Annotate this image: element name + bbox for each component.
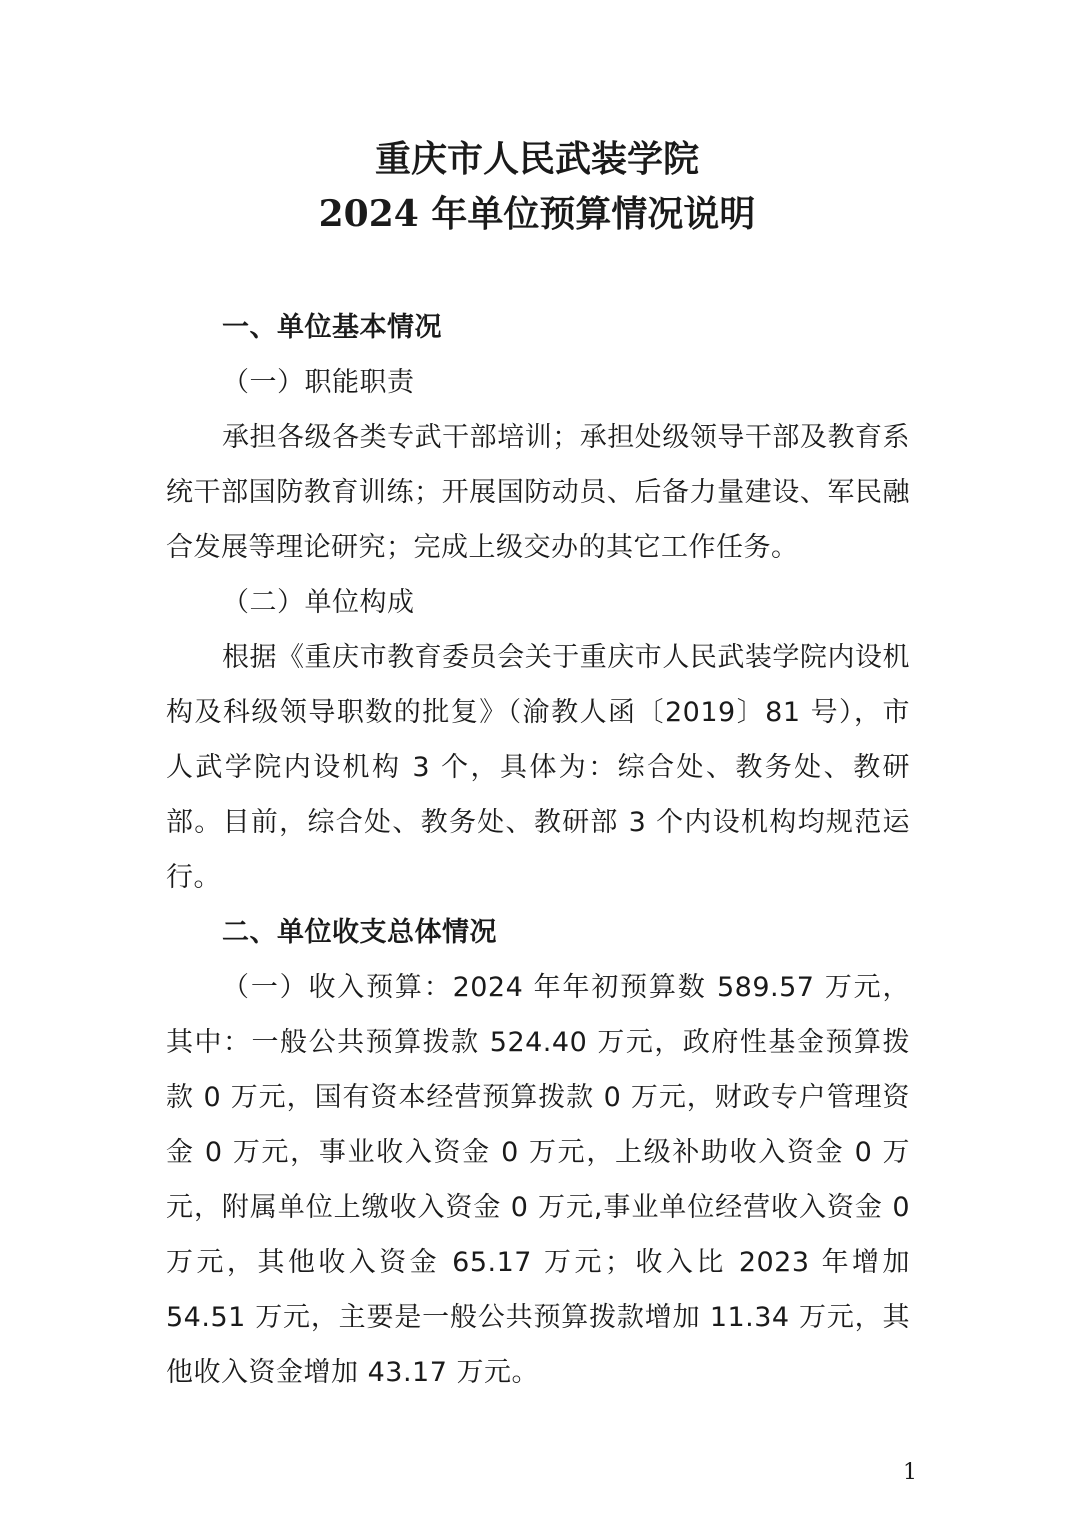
income-lead: （一）收入预算： <box>222 972 453 1003</box>
income-text: 2024 年年初预算数 589.57 万元，其中：一般公共预算拨款 524.40 万元，政府性基金预算拨款 0 万元，国有资本经营预算拨款 0 万元，财政专户管理资金 0 万元，事业收入资金 0 万元，上级补助收入资金 0 万元，附属单位上缴收入资金 0 万元,事业单位经营收入资金 0 万元，其他收入资金 65.17 万元；收入比 2023 年增加 54.51 万元，主要是一般公共预算拨款增加 11.34 万元，其他收入资金增加 43.17 万元。 <box>166 972 911 1388</box>
section1-sub1-heading: （一）职能职责 <box>222 367 415 398</box>
page-number: 1 <box>903 1460 917 1485</box>
section2-heading: 二、单位收支总体情况 <box>222 917 497 948</box>
section1-sub2-heading: （二）单位构成 <box>222 587 415 618</box>
document-title-line1: 重庆市人民武装学院 <box>374 138 699 180</box>
section1-heading: 一、单位基本情况 <box>222 312 442 343</box>
section1-sub1-paragraph: 承担各级各类专武干部培训；承担处级领导干部及教育系统干部国防教育训练；开展国防动员、后备力量建设、军民融合发展等理论研究；完成上级交办的其它工作任务。 <box>166 422 910 563</box>
section1-sub2-paragraph: 根据《重庆市教育委员会关于重庆市人民武装学院内设机构及科级领导职数的批复》（渝教人函〔2019〕81 号），市人武学院内设机构 3 个，具体为：综合处、教务处、教研部。目前，综合处、教务处、教研部 3 个内设机构均规范运行。 <box>166 642 910 893</box>
document-title-line2: 2024 年单位预算情况说明 <box>318 193 756 235</box>
document-body <box>166 300 910 1400</box>
section2-income-paragraph <box>166 960 910 1400</box>
